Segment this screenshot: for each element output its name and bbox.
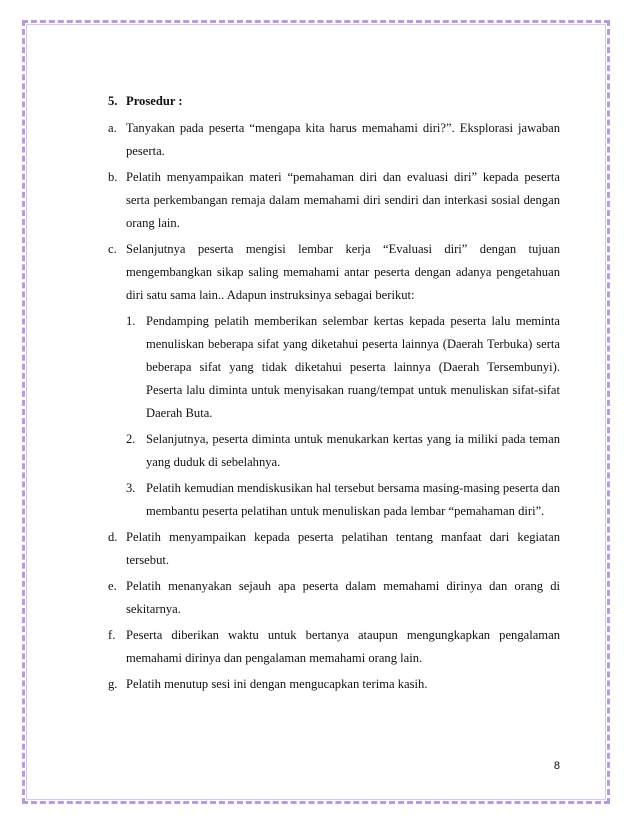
sublist-item-1 <box>126 310 560 425</box>
list-text: Pelatih menyampaikan materi “pemahaman diri dan evaluasi diri” kepada peserta serta perkembangan remaja dalam memahami diri sendiri dan interkasi sosial dengan orang lain. <box>126 170 560 230</box>
list-marker: e. <box>108 579 117 593</box>
list-item-c <box>108 238 560 523</box>
page-number: 8 <box>553 760 560 772</box>
sublist-text: Selanjutnya, peserta diminta untuk menukarkan kertas yang ia miliki pada teman yang duduk di sebelahnya. <box>146 432 560 469</box>
list-item-g <box>108 673 560 696</box>
sublist-marker: 1. <box>126 314 136 328</box>
sublist-item-3 <box>126 477 560 523</box>
list-marker: b. <box>108 170 118 184</box>
document-content <box>108 90 560 696</box>
list-text: Pelatih menyampaikan kepada peserta pelatihan tentang manfaat dari kegiatan tersebut. <box>126 530 560 567</box>
list-marker: d. <box>108 530 118 544</box>
sublist-marker: 3. <box>126 481 136 495</box>
section-heading <box>108 90 560 113</box>
list-text: Tanyakan pada peserta “mengapa kita harus memahami diri?”. Eksplorasi jawaban peserta. <box>126 121 560 158</box>
section-title: Prosedur : <box>126 94 183 108</box>
list-marker: c. <box>108 242 117 256</box>
list-marker: a. <box>108 121 117 135</box>
sublist-marker: 2. <box>126 432 136 446</box>
list-item-f <box>108 624 560 670</box>
list-text: Selanjutnya peserta mengisi lembar kerja “Evaluasi diri” dengan tujuan mengembangkan sikap saling memahami antar peserta dengan adanya pengetahuan diri satu sama lain.. Adapun instruksinya sebagai berikut: <box>126 242 560 302</box>
list-text: Pelatih menutup sesi ini dengan mengucapkan terima kasih. <box>126 677 428 691</box>
list-marker: f. <box>108 628 116 642</box>
sublist-text: Pelatih kemudian mendiskusikan hal tersebut bersama masing-masing peserta dan membantu peserta pelatihan untuk menuliskan pada lembar “pemahaman diri”. <box>146 481 560 518</box>
numbered-sublist <box>126 310 560 523</box>
list-body <box>126 238 560 523</box>
list-marker: g. <box>108 677 118 691</box>
list-item-d <box>108 526 560 572</box>
list-item-e <box>108 575 560 621</box>
section-number: 5. <box>108 94 118 108</box>
list-item-a <box>108 117 560 163</box>
list-text: Pelatih menanyakan sejauh apa peserta dalam memahami dirinya dan orang di sekitarnya. <box>126 579 560 616</box>
sublist-item-2 <box>126 428 560 474</box>
list-item-b <box>108 166 560 235</box>
sublist-text: Pendamping pelatih memberikan selembar kertas kepada peserta lalu meminta menuliskan beberapa sifat yang diketahui peserta lainnya (Daerah Terbuka) serta beberapa sifat yang tidak diketahui peserta lainnya (Daerah Tersembunyi). Peserta lalu diminta untuk menyisakan ruang/tempat untuk menuliskan sifat-sifat Daerah Buta. <box>146 314 560 420</box>
list-text: Peserta diberikan waktu untuk bertanya ataupun mengungkapkan pengalaman memahami dirinya dan pengalaman memahami orang lain. <box>126 628 560 665</box>
